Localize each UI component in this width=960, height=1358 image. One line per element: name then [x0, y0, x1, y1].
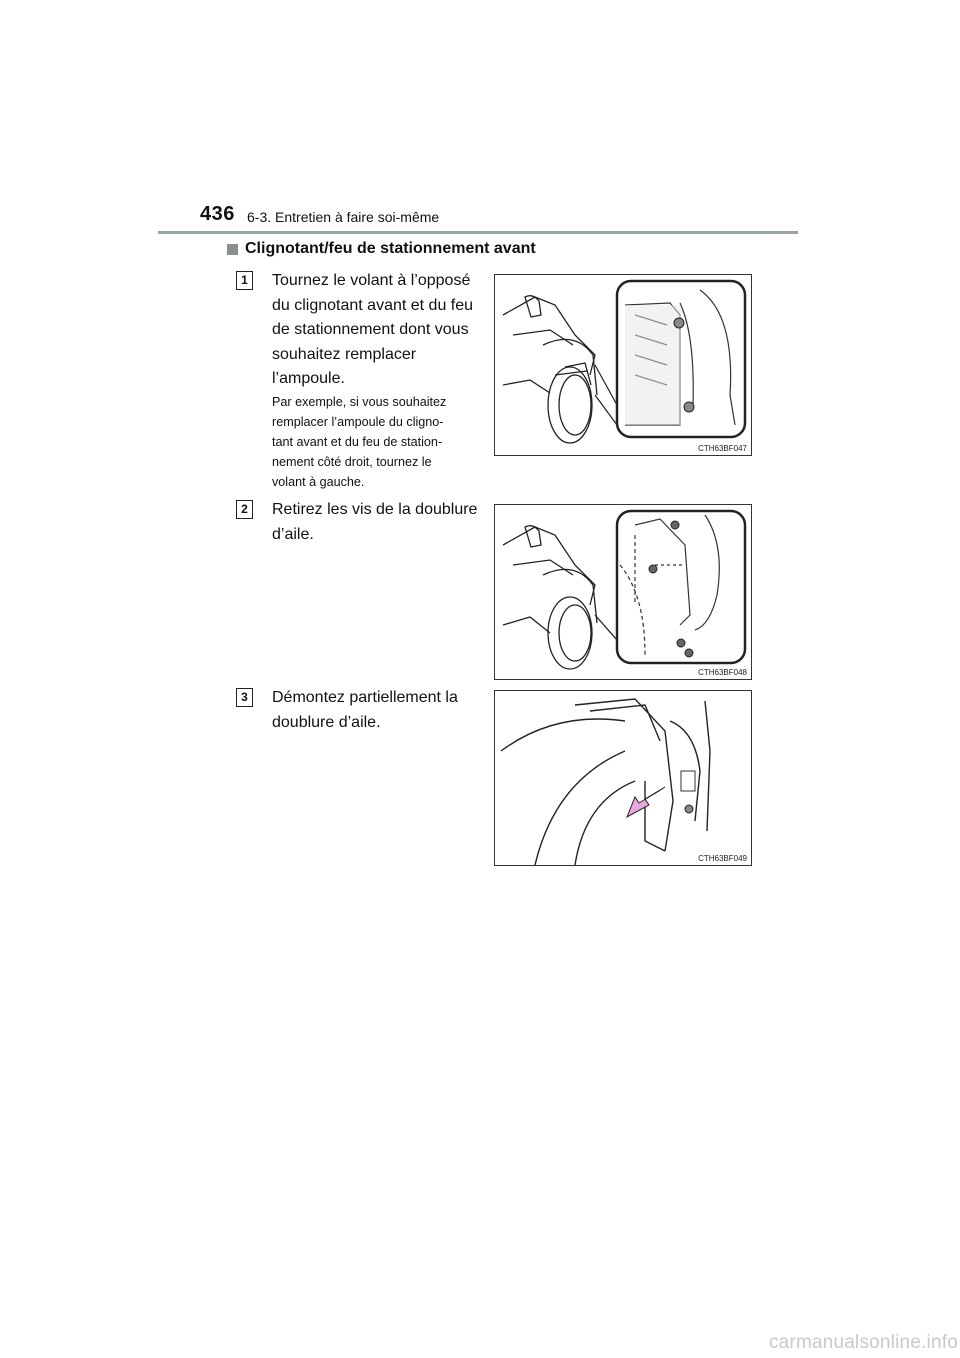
vehicle-front-wheel-illustration: [495, 275, 751, 455]
step-2-instruction: Retirez les vis de la doublure d’aile.: [272, 501, 478, 543]
watermark: carmanualsonline.info: [768, 1332, 958, 1353]
procedure-heading: [227, 240, 536, 258]
header-rule: [158, 231, 798, 234]
square-bullet-icon: [227, 244, 238, 255]
step-3-instruction: Démontez partiellement la doublure d’aile.: [272, 689, 458, 731]
step-number-1: 1: [236, 271, 253, 290]
step-number-2: 2: [236, 500, 253, 519]
step-1-note: Par exemple, si vous souhaitez remplacer l’ampoule du cligno- tant avant et du feu de station- nement côté droit, tournez le volant à gauche.: [272, 395, 447, 489]
step-1-instruction: Tournez le volant à l’opposé du clignotant avant et du feu de stationnement dont vous souhaitez remplacer l’ampoule.: [272, 272, 474, 387]
page-number: 436: [200, 203, 235, 225]
figure-code: CTH63BF048: [698, 668, 747, 677]
step-number-3: 3: [236, 688, 253, 707]
pull-direction-arrow: [627, 787, 665, 817]
figure-code: CTH63BF047: [698, 444, 747, 453]
figure-code: CTH63BF049: [698, 854, 747, 863]
procedure-heading-text: Clignotant/feu de stationnement avant: [245, 240, 536, 257]
section-title: 6-3. Entretien à faire soi-même: [247, 209, 440, 225]
fender-liner-removal-illustration: [495, 691, 751, 865]
figure-turn-wheel: [494, 274, 752, 456]
fender-liner-screws-illustration: [495, 505, 751, 679]
figure-pull-liner: [494, 690, 752, 866]
figure-remove-screws: [494, 504, 752, 680]
